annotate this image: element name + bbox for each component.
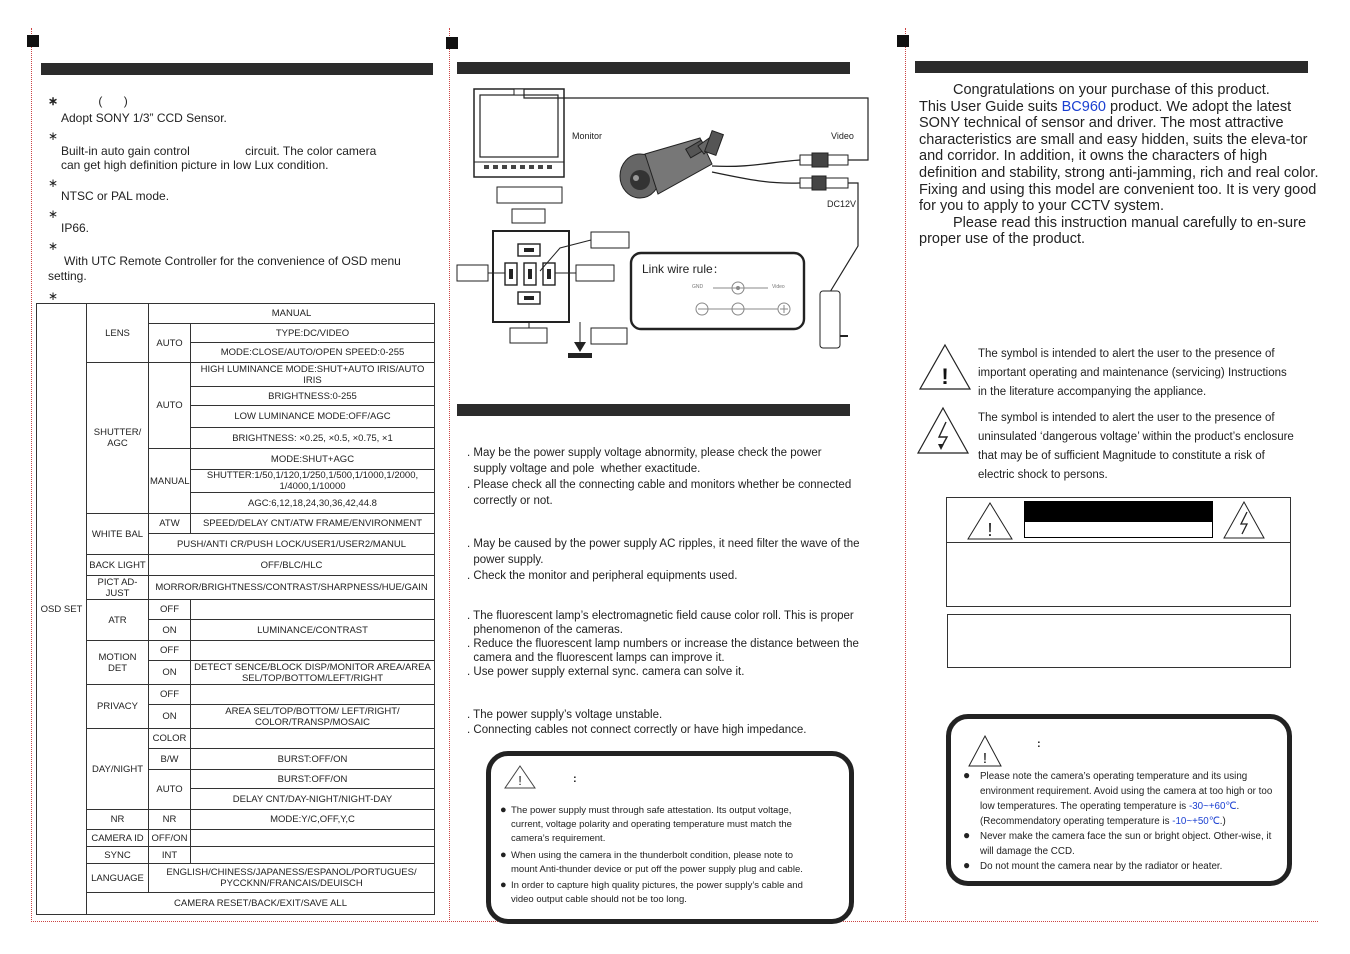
table-cell: AGC:6,12,18,24,30,36,42,44.8 <box>191 493 435 514</box>
caution-text: . <box>1236 801 1240 812</box>
lightning-triangle-icon <box>1223 501 1265 539</box>
table-cell: LUMINANCE/CONTRAST <box>191 620 435 641</box>
table-cell: BACK LIGHT <box>87 555 149 576</box>
warning-subtitle-bar <box>1024 521 1213 538</box>
video-small-label: Video <box>772 284 785 290</box>
column-divider-2 <box>905 28 906 920</box>
table-cell: BRIGHTNESS: ×0.25, ×0.5, ×0.75, ×1 <box>191 428 435 449</box>
table-cell <box>191 685 435 705</box>
caution-line: video output cable should not be too long. <box>511 894 687 905</box>
lightning-triangle-icon <box>916 406 970 456</box>
caution-line: current, voltage polarity and operating temperature must match the <box>511 819 792 830</box>
section-marker <box>897 35 909 47</box>
intro-paragraph <box>919 99 1325 215</box>
exclamation-triangle-icon <box>967 502 1013 540</box>
table-cell: OFF <box>149 685 191 705</box>
trouble-line: correctly or not. <box>467 495 553 507</box>
table-cell: AREA SEL/TOP/BOTTOM/ LEFT/RIGHT/ COLOR/TRANSP/MOSAIC <box>191 705 435 729</box>
bullet-star-icon: ∗ <box>48 129 59 143</box>
bullet-icon: ● <box>500 879 507 891</box>
caution-text: Please note the camera’s operating temperature and its using environment requirement. Avoid using the camera at too high or too low temperatures. The operating temperature is <box>980 771 1273 812</box>
caution-line: mount Anti-thunder device or put off the power supply plug and cable. <box>511 864 803 875</box>
trouble-group-1 <box>467 445 851 509</box>
feature-4-text: IP66. <box>61 221 90 235</box>
bullet-star-icon: ∗ <box>48 289 59 303</box>
table-cell: INT <box>149 847 191 864</box>
table-cell <box>191 729 435 749</box>
table-cell: BURST:OFF/ON <box>191 749 435 770</box>
bullet-icon: ● <box>963 828 971 842</box>
table-cell: DELAY CNT/DAY-NIGHT/NIGHT-DAY <box>191 789 435 810</box>
trouble-line: supply voltage and pole whether exactitude. <box>467 463 701 475</box>
osd-set-cell: OSD SET <box>37 304 87 915</box>
svg-text:!: ! <box>941 364 949 389</box>
table-cell: CAMERA ID <box>87 830 149 847</box>
feature-2-text <box>61 144 376 159</box>
table-cell: ON <box>149 661 191 685</box>
warning-label-divider <box>947 542 1290 543</box>
bullet-icon: ● <box>500 804 507 816</box>
table-cell: ON <box>149 620 191 641</box>
temperature-range-recommended: -10~+50℃ <box>1172 816 1220 827</box>
table-cell: OFF <box>149 641 191 661</box>
caution-line: camera’s requirement. <box>511 833 606 844</box>
gnd-label: GND <box>692 284 704 290</box>
table-cell: BRIGHTNESS:0-255 <box>191 387 435 406</box>
feature-1 <box>48 94 128 109</box>
table-cell <box>191 830 435 847</box>
intro-line: Congratulations on your purchase of this product. <box>953 82 1270 98</box>
table-cell: BURST:OFF/ON <box>191 770 435 789</box>
table-cell: SYNC <box>87 847 149 864</box>
bullet-star-icon: ∗ <box>48 207 59 221</box>
trouble-line: . Check the monitor and peripheral equipments used. <box>467 570 738 582</box>
monitor-label: Monitor <box>572 131 603 141</box>
section-marker <box>27 35 39 47</box>
trouble-line: power supply. <box>467 554 544 566</box>
bullet-icon: ● <box>963 858 971 872</box>
table-cell: AUTO <box>149 363 191 449</box>
table-cell: OFF/ON <box>149 830 191 847</box>
usage-caution-box <box>946 714 1292 886</box>
lens-cell: LENS <box>87 304 149 363</box>
section-header-features <box>41 63 433 75</box>
trouble-line: . May be caused by the power supply AC ripples, it need filter the wave of the <box>467 538 860 550</box>
table-cell: DAY/NIGHT <box>87 729 149 810</box>
feature-2-text-a: Built-in auto gain control <box>61 144 190 158</box>
table-cell: COLOR <box>149 729 191 749</box>
feature-5-text: With UTC Remote Controller for the convenience of OSD menu <box>64 254 401 268</box>
table-cell: NR <box>87 810 149 830</box>
caution-item <box>963 829 1278 859</box>
link-wire-rule-label: Link wire rule： <box>642 262 725 276</box>
shutter-agc-cell: SHUTTER/ AGC <box>87 363 149 514</box>
table-cell: AUTO <box>149 770 191 810</box>
caution-items <box>500 804 840 907</box>
power-connector-icon <box>800 176 848 190</box>
symbol-desc-1: The symbol is intended to alert the user to the presence of important operating and maintenance (servicing) Instructions in the literature accompanying the appliance. <box>978 348 1287 398</box>
table-cell: WHITE BAL <box>87 514 149 555</box>
intro-text <box>919 82 1325 248</box>
table-cell: PUSH/ANTI CR/PUSH LOCK/USER1/USER2/MANUL <box>149 534 435 555</box>
dc12v-label: DC12V <box>827 199 857 209</box>
caution-item <box>500 849 840 877</box>
feature-title-paren: ( <box>98 94 103 108</box>
table-cell: PRIVACY <box>87 685 149 729</box>
bullet-star-icon: ∗ <box>48 176 59 190</box>
table-cell: ENGLISH/CHINESS/JAPANESS/ESPANOL/PORTUGUES/ PYCCKNN/FRANCAIS/DEUISCH <box>149 864 435 893</box>
trouble-group-3 <box>467 609 859 679</box>
svg-text:!: ! <box>982 750 988 767</box>
caution-text: Do not mount the camera near by the radiator or heater. <box>980 861 1223 872</box>
table-cell: ATW <box>149 514 191 534</box>
table-cell: MODE:CLOSE/AUTO/OPEN SPEED:0-255 <box>191 343 435 363</box>
table-cell: DETECT SENCE/BLOCK DISP/MONITOR AREA/AREA SEL/TOP/BOTTOM/LEFT/RIGHT <box>191 661 435 685</box>
power-caution-box <box>486 751 854 924</box>
notice-box <box>947 614 1291 668</box>
trouble-line: camera and the fluorescent lamps can improve it. <box>467 652 725 664</box>
feature-2-text-c: can get high definition picture in low Lux condition. <box>61 158 329 172</box>
table-cell: MOTION DET <box>87 641 149 685</box>
temperature-range: -30~+60℃ <box>1188 801 1237 812</box>
trouble-line: . Connecting cables not connect correctly or have high impedance. <box>467 724 807 736</box>
caution-text: (Recommendatory operating temperature is <box>980 816 1173 827</box>
table-cell: MORROR/BRIGHTNESS/CONTRAST/SHARPNESS/HUE/GAIN <box>149 576 435 600</box>
table-cell <box>191 600 435 620</box>
page-border-left <box>31 28 32 920</box>
trouble-line: . The power supply’s voltage unstable. <box>467 709 663 721</box>
trouble-group-2 <box>467 536 860 584</box>
trouble-line: . Reduce the fluorescent lamp numbers or increase the distance between the <box>467 638 859 650</box>
table-cell: OFF/BLC/HLC <box>149 555 435 576</box>
table-cell: OFF <box>149 600 191 620</box>
table-cell: NR <box>149 810 191 830</box>
feature-title-paren: ) <box>123 94 128 108</box>
caution-item <box>963 769 1278 829</box>
feature-5-text-b: setting. <box>48 269 87 283</box>
ground-icon <box>568 322 592 358</box>
bullet-camera-icon <box>620 131 723 198</box>
table-cell: PICT AD-JUST <box>87 576 149 600</box>
table-cell: LOW LUMINANCE MODE:OFF/AGC <box>191 406 435 428</box>
bullet-icon: ● <box>500 849 507 861</box>
warning-triangle-icon <box>503 764 537 790</box>
bullet-star-icon: ∗ <box>48 94 59 108</box>
trouble-line: . Please check all the connecting cable and monitors whether be connected <box>467 479 852 491</box>
table-cell: ATR <box>87 600 149 641</box>
table-cell <box>191 641 435 661</box>
caution-line: In order to capture high quality pictures, the power supply’s cable and <box>511 880 803 891</box>
caution-items <box>963 769 1278 874</box>
bullet-icon: ● <box>963 768 971 782</box>
table-cell: MANUAL <box>149 304 435 324</box>
monitor-icon <box>474 89 564 177</box>
table-cell: B/W <box>149 749 191 770</box>
caution-item <box>500 804 840 846</box>
section-header-introduction <box>915 61 1308 73</box>
table-cell: AUTO <box>149 324 191 363</box>
table-cell: SHUTTER:1/50,1/120,1/250,1/500,1/1000,1/2000, 1/4000,1/10000 <box>191 470 435 493</box>
section-header-troubleshooting <box>457 404 850 416</box>
trouble-line: . The fluorescent lamp’s electromagnetic field cause color roll. This is proper <box>467 610 854 622</box>
feature-1-text: Adopt SONY 1/3” CCD Sensor. <box>61 111 227 125</box>
section-marker <box>446 37 458 49</box>
feature-3-text: NTSC or PAL mode. <box>61 189 170 203</box>
intro-paragraph-2: Please read this instruction manual carefully to en-sure proper use of the product. <box>919 214 1307 248</box>
table-cell: ON <box>149 705 191 729</box>
caution-text: .) <box>1219 816 1226 827</box>
trouble-line: . Use power supply external sync. camera can solve it. <box>467 666 745 678</box>
osd-menu-table <box>36 303 435 915</box>
warning-title-bar <box>1024 501 1213 521</box>
exclamation-triangle-icon <box>918 343 972 391</box>
table-cell: HIGH LUMINANCE MODE:SHUT+AUTO IRIS/AUTO IRIS <box>191 363 435 387</box>
intro-text-a: This User Guide suits <box>919 98 1062 115</box>
exclamation-triangle-icon <box>967 734 1003 768</box>
table-cell: MODE:SHUT+AGC <box>191 449 435 470</box>
caution-item <box>500 879 840 907</box>
caution-colon: : <box>1037 738 1041 750</box>
video-connector-icon <box>800 153 848 167</box>
trouble-line: phenomenon of the cameras. <box>467 624 623 636</box>
trouble-group-4 <box>467 708 806 738</box>
caution-line: When using the camera in the thunderbolt condition, please note to <box>511 850 794 861</box>
model-number: BC960 <box>1061 98 1106 115</box>
table-cell <box>191 847 435 864</box>
table-cell: MODE:Y/C,OFF,Y,C <box>191 810 435 830</box>
caution-line: The power supply must through safe attestation. Its output voltage, <box>511 805 792 816</box>
trouble-line: . May be the power supply voltage abnormity, please check the power <box>467 447 822 459</box>
intro-text-b: product. We adopt the latest SONY technical of sensor and driver. The most attractive characteristics are small and easy hidden, suits the eleva-tor and corridor. In addition, it owns the characters of high definition and stability, strong anti-jamming, rich and real color. Fixing and using this model are convenient too. It is very good for you to apply to your CCTV system. <box>919 98 1319 215</box>
symbol-desc-2: The symbol is intended to alert the user to the presence of uninsulated ‘dangerous voltage’ within the product’s enclosure that may be of sufficient Magnitude to constitute a risk of electric shock to persons. <box>978 412 1294 481</box>
caution-colon: : <box>573 773 577 785</box>
connection-diagram <box>450 76 890 366</box>
table-cell: SPEED/DELAY CNT/ATW FRAME/ENVIRONMENT <box>191 514 435 534</box>
svg-text:!: ! <box>987 520 993 540</box>
caution-item <box>963 859 1278 874</box>
caution-text: Never make the camera face the sun or bright object. Other-wise, it will damage the CCD. <box>980 831 1272 857</box>
feature-2-text-b: circuit. The color camera <box>245 144 377 158</box>
section-header-installation <box>457 62 850 74</box>
svg-text:!: ! <box>518 773 522 788</box>
power-adapter-icon <box>820 291 848 348</box>
table-cell: TYPE:DC/VIDEO <box>191 324 435 343</box>
table-cell: CAMERA RESET/BACK/EXIT/SAVE ALL <box>87 893 435 915</box>
warning-label-box <box>946 497 1291 607</box>
table-cell: LANGUAGE <box>87 864 149 893</box>
video-label: Video <box>831 131 854 141</box>
bullet-star-icon: ∗ <box>48 239 59 253</box>
table-cell: MANUAL <box>149 449 191 514</box>
